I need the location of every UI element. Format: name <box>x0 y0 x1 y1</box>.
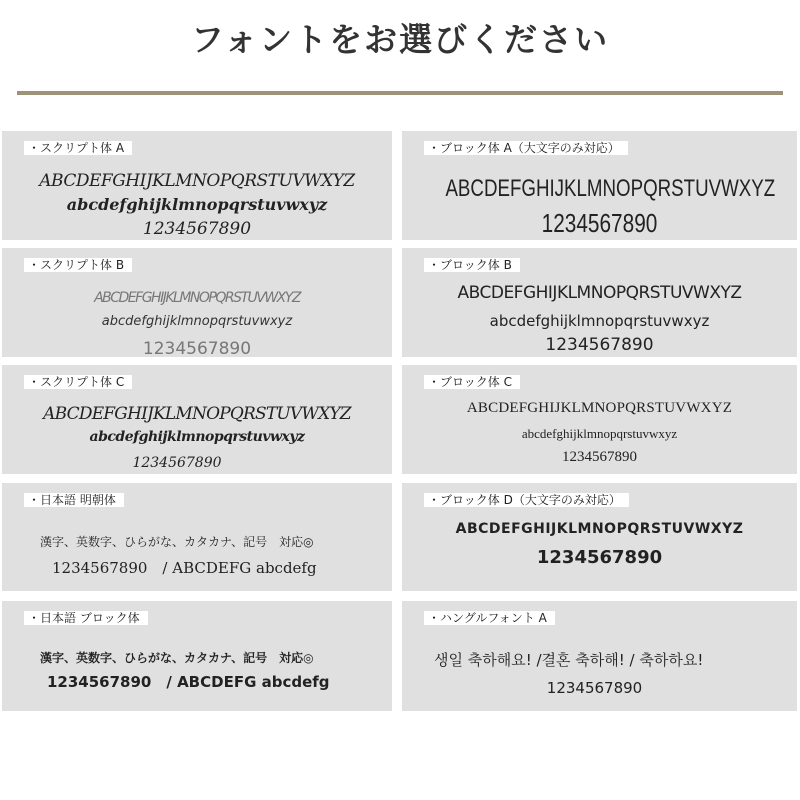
panel-label: ・スクリプト体 C <box>24 375 132 389</box>
panel-label: ・ブロック体 B <box>424 258 520 272</box>
sample-lowercase: abcdefghijklmnopqrstuvwxyz <box>66 195 328 214</box>
panel-mincho <box>2 483 392 591</box>
sample-uppercase: ABCDEFGHIJKLMNOPQRSTUVWXYZ <box>457 283 742 303</box>
panel-label: ・ハングルフォント A <box>424 611 555 625</box>
sample-hangul: 생일 축하해요! /결혼 축하해! / 축하하요! <box>434 651 704 669</box>
sample-lowercase: abcdefghijklmnopqrstuvwxyz <box>489 312 710 330</box>
sample-alphanumeric: 1234567890 / ABCDEFG abcdefg <box>52 559 317 577</box>
panel-label: ・スクリプト体 B <box>24 258 132 272</box>
sample-digits: 1234567890 <box>142 339 252 357</box>
sample-uppercase: ABCDEFGHIJKLMNOPQRSTUVWXYZ <box>39 171 355 191</box>
sample-digits: 1234567890 <box>545 335 654 355</box>
panel-label: ・スクリプト体 A <box>24 141 132 155</box>
panel-script-a <box>2 131 392 240</box>
title-divider <box>17 91 783 95</box>
panel-label: ・日本語 ブロック体 <box>24 611 148 625</box>
sample-digits: 1234567890 <box>562 449 637 465</box>
panel-gothic <box>2 601 392 711</box>
sample-digits: 1234567890 <box>132 455 222 471</box>
page-title: フォントをお選びください <box>190 20 610 59</box>
panel-label: ・ブロック体 D（大文字のみ対応） <box>424 493 629 507</box>
panel-label: ・ブロック体 A（大文字のみ対応） <box>424 141 628 155</box>
sample-alphanumeric: 1234567890 / ABCDEFG abcdefg <box>47 673 330 691</box>
sample-uppercase: ABCDEFGHIJKLMNOPQRSTUVWXYZ <box>455 521 744 537</box>
panel-block-b <box>402 248 797 357</box>
panel-block-d <box>402 483 797 591</box>
sample-uppercase: ABCDEFGHIJKLMNOPQRSTUVWXYZ <box>94 290 300 306</box>
sample-digits: 1234567890 <box>546 679 643 697</box>
sample-lowercase: abcdefghijklmnopqrstuvwxyz <box>101 314 293 329</box>
panel-label: ・ブロック体 C <box>424 375 520 389</box>
panel-block-a <box>402 131 797 240</box>
panel-label: ・日本語 明朝体 <box>24 493 124 507</box>
panel-block-c <box>402 365 797 474</box>
sample-uppercase: ABCDEFGHIJKLMNOPQRSTUVWXYZ <box>43 404 351 424</box>
sample-japanese: 漢字、英数字、ひらがな、カタカナ、記号 対応◎ <box>40 651 314 665</box>
sample-digits: 1234567890 <box>541 208 658 238</box>
panel-hangul <box>402 601 797 711</box>
sample-lowercase: abcdefghijklmnopqrstuvwxyz <box>521 426 678 441</box>
panel-script-c <box>2 365 392 474</box>
sample-uppercase: ABCDEFGHIJKLMNOPQRSTUVWXYZ <box>466 400 733 416</box>
sample-japanese: 漢字、英数字、ひらがな、カタカナ、記号 対応◎ <box>40 535 314 549</box>
sample-uppercase: ABCDEFGHIJKLMNOPQRSTUVWXYZ <box>445 175 776 202</box>
sample-digits: 1234567890 <box>536 547 663 568</box>
panel-script-b <box>2 248 392 357</box>
sample-lowercase: abcdefghijklmnopqrstuvwxyz <box>89 429 305 445</box>
sample-digits: 1234567890 <box>142 219 252 239</box>
